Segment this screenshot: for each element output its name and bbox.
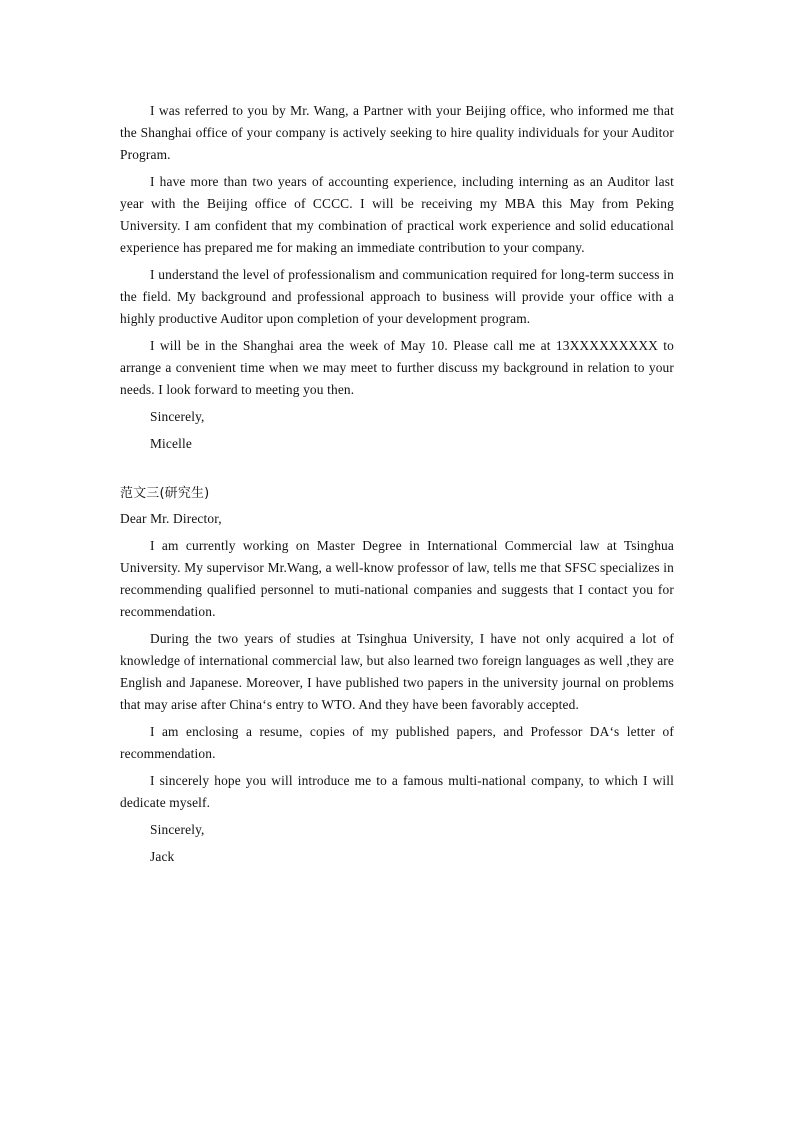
document-body: [120, 100, 674, 873]
body-paragraph: I understand the level of professionalism and communication required for long-term success in the field. My background and professional approach to business will provide your office with a highly productive Auditor upon completion of your development program.: [120, 267, 674, 326]
body-paragraph: I was referred to you by Mr. Wang, a Partner with your Beijing office, who informed me that the Shanghai office of your company is actively seeking to hire quality individuals for your Auditor Program.: [120, 103, 674, 162]
body-paragraph: I will be in the Shanghai area the week of May 10. Please call me at 13XXXXXXXXX to arrange a convenient time when we may meet to further discuss my background in relation to your needs. I look forward to meeting you then.: [120, 338, 674, 397]
cover-letter-graduate: [120, 483, 674, 868]
signature: Micelle: [150, 436, 192, 451]
signature: Jack: [150, 849, 175, 864]
cover-letter-auditor: [120, 100, 674, 455]
body-paragraph: I sincerely hope you will introduce me to a famous multi-national company, to which I will dedicate myself.: [120, 773, 674, 810]
body-paragraph: I am enclosing a resume, copies of my published papers, and Professor DA‘s letter of recommendation.: [120, 724, 674, 761]
closing-line: Sincerely,: [150, 409, 205, 424]
section-heading: 范文三(研究生): [120, 486, 210, 501]
body-paragraph: I have more than two years of accounting experience, including interning as an Auditor last year with the Beijing office of CCCC. I will be receiving my MBA this May from Peking University. I am confident that my combination of practical work experience and solid educational experience has prepared me for making an immediate contribution to your company.: [120, 174, 674, 255]
body-paragraph: I am currently working on Master Degree in International Commercial law at Tsinghua University. My supervisor Mr.Wang, a well-know professor of law, tells me that SFSC specializes in recommending qualified personnel to muti-national companies and suggests that I contact you for recommendation.: [120, 538, 674, 619]
salutation: Dear Mr. Director,: [120, 511, 222, 526]
body-paragraph: During the two years of studies at Tsinghua University, I have not only acquired a lot of knowledge of international commercial law, but also learned two foreign languages as well ,they are English and Japanese. Moreover, I have published two papers in the university journal on problems that may arise after China‘s entry to WTO. And they have been favorably accepted.: [120, 631, 674, 712]
closing-line: Sincerely,: [150, 822, 205, 837]
